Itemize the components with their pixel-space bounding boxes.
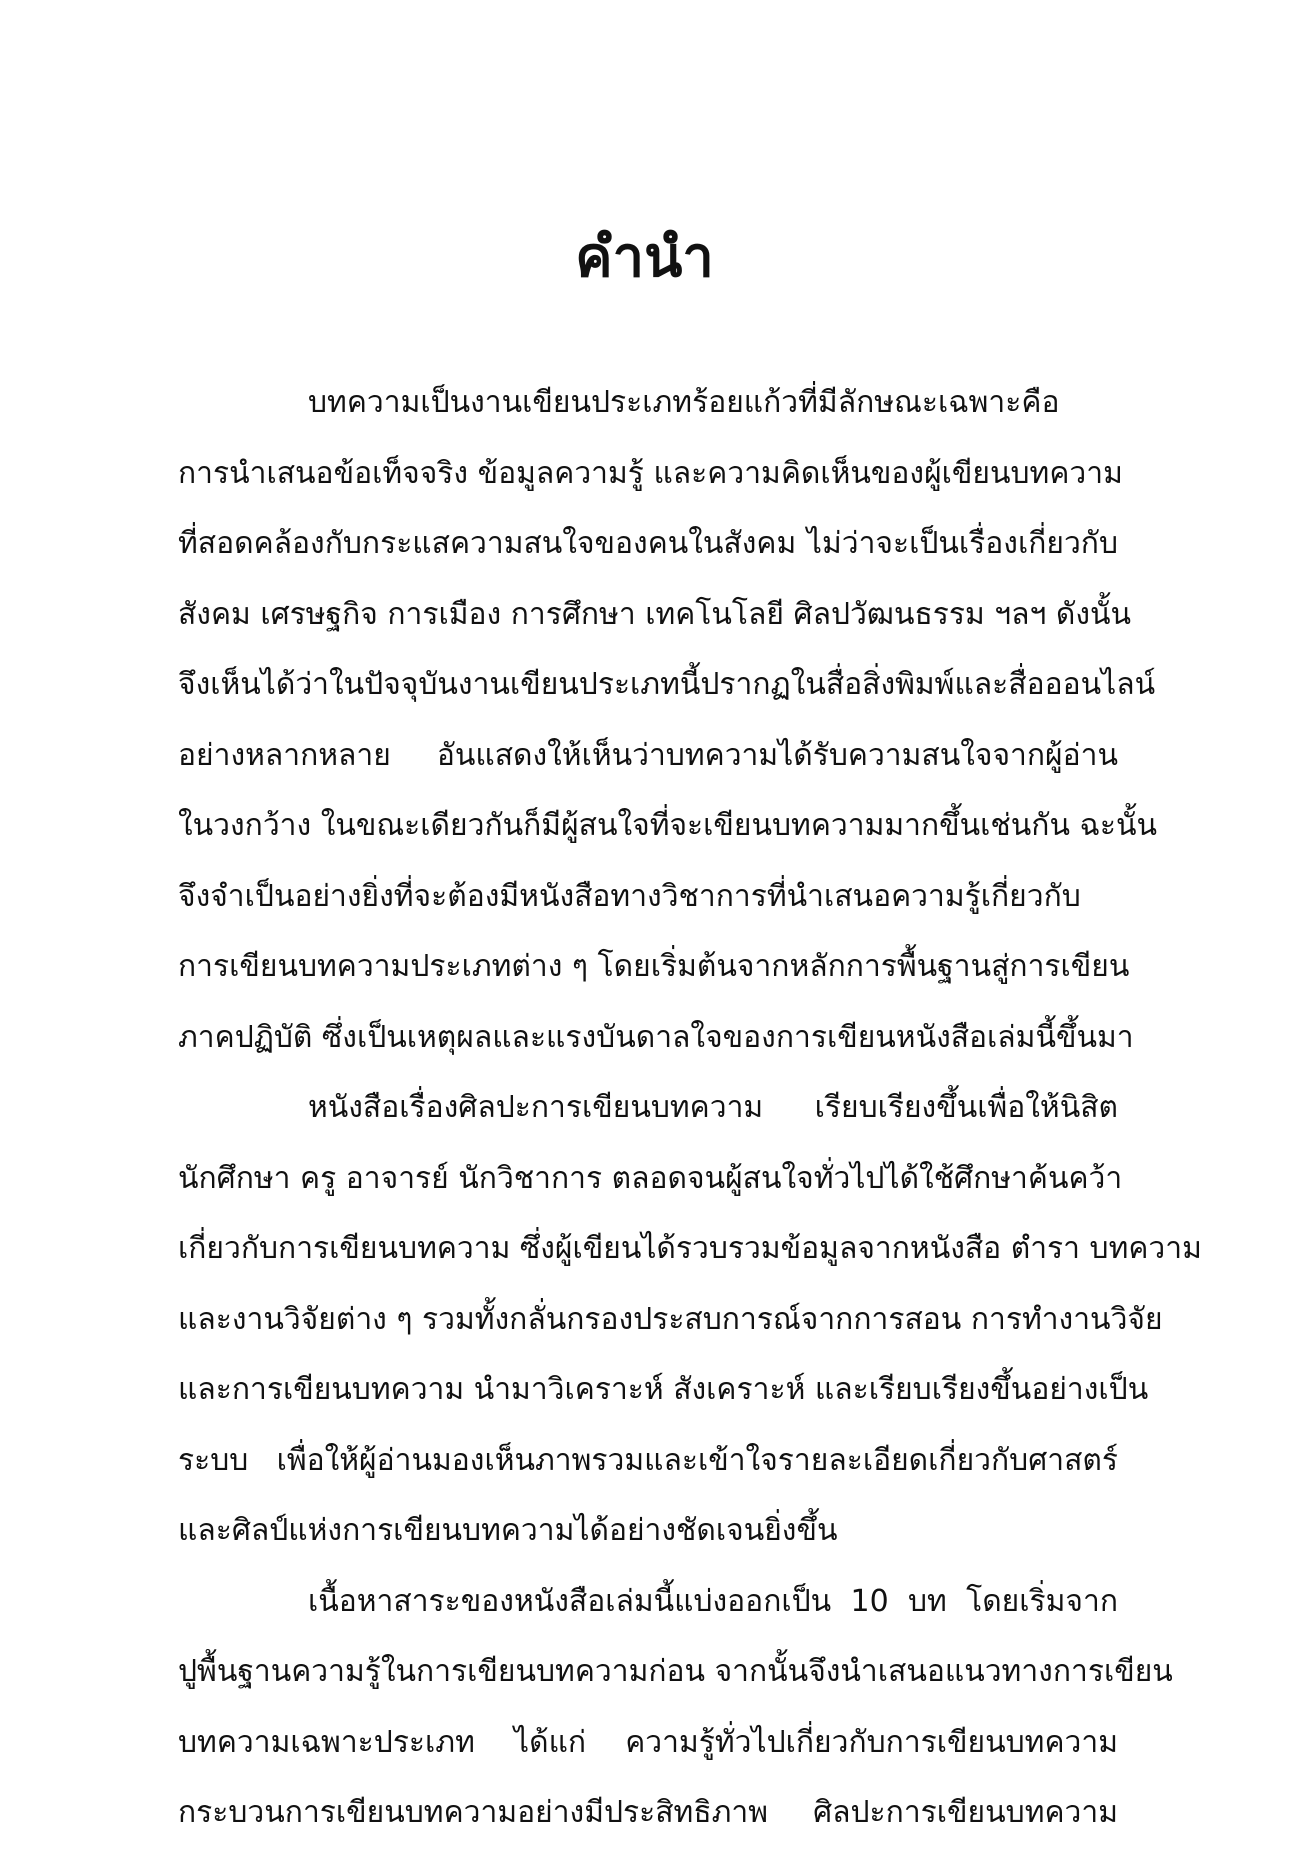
text-line: จึงเห็นได้ว่าในปัจจุบันงานเขียนประเภทนี้ปรากฏในสื่อสิ่งพิมพ์และสื่อออนไลน์ bbox=[178, 667, 1156, 702]
text-line: หนังสือเรื่องศิลปะการเขียนบทความ เรียบเรียงขึ้นเพื่อให้นิสิต bbox=[308, 1090, 1118, 1125]
text-line: กระบวนการเขียนบทความอย่างมีประสิทธิภาพ ศิลปะการเขียนบทความ bbox=[178, 1795, 1118, 1830]
text-line: จึงจำเป็นอย่างยิ่งที่จะต้องมีหนังสือทางวิชาการที่นำเสนอความรู้เกี่ยวกับ bbox=[178, 878, 1081, 914]
text-line: เกี่ยวกับการเขียนบทความ ซึ่งผู้เขียนได้รวบรวมข้อมูลจากหนังสือ ตำรา บทความ bbox=[178, 1231, 1202, 1266]
text-line: และงานวิจัยต่าง ๆ รวมทั้งกลั่นกรองประสบการณ์จากการสอน การทำงานวิจัย bbox=[178, 1301, 1163, 1337]
text-line: อย่างหลากหลาย อันแสดงให้เห็นว่าบทความได้รับความสนใจจากผู้อ่าน bbox=[178, 737, 1118, 773]
text-line: ระบบ เพื่อให้ผู้อ่านมองเห็นภาพรวมและเข้าใจรายละเอียดเกี่ยวกับศาสตร์ bbox=[178, 1442, 1118, 1478]
text-line: ภาคปฏิบัติ ซึ่งเป็นเหตุผลและแรงบันดาลใจของการเขียนหนังสือเล่มนี้ขึ้นมา bbox=[178, 1019, 1134, 1055]
text-line: และการเขียนบทความ นำมาวิเคราะห์ สังเคราะห์ และเรียบเรียงขึ้นอย่างเป็น bbox=[178, 1372, 1149, 1407]
text-line: ในวงกว้าง ในขณะเดียวกันก็มีผู้สนใจที่จะเขียนบทความมากขึ้นเช่นกัน ฉะนั้น bbox=[178, 808, 1158, 843]
body-text bbox=[178, 368, 1202, 1849]
text-line: ที่สอดคล้องกับกระแสความสนใจของคนในสังคม ไม่ว่าจะเป็นเรื่องเกี่ยวกับ bbox=[178, 526, 1118, 561]
text-line: เนื้อหาสาระของหนังสือเล่มนี้แบ่งออกเป็น 10 บท โดยเริ่มจาก bbox=[308, 1583, 1118, 1619]
page-title: คำนำ bbox=[575, 224, 714, 290]
text-line: การเขียนบทความประเภทต่าง ๆ โดยเริ่มต้นจากหลักการพื้นฐานสู่การเขียน bbox=[178, 949, 1130, 984]
text-line: นักศึกษา ครู อาจารย์ นักวิชาการ ตลอดจนผู้สนใจทั่วไปได้ใช้ศึกษาค้นคว้า bbox=[178, 1160, 1123, 1196]
paragraph-3 bbox=[178, 1567, 1173, 1849]
text-line: บทความเฉพาะประเภท ได้แก่ ความรู้ทั่วไปเกี่ยวกับการเขียนบทความ bbox=[178, 1724, 1118, 1760]
paragraph-1 bbox=[178, 368, 1158, 1073]
text-line: การนำเสนอข้อเท็จจริง ข้อมูลความรู้ และความคิดเห็นของผู้เขียนบทความ bbox=[178, 455, 1123, 491]
text-line: บทความเป็นงานเขียนประเภทร้อยแก้วที่มีลักษณะเฉพาะคือ bbox=[308, 385, 1060, 420]
paragraph-2 bbox=[178, 1073, 1202, 1567]
text-line: สังคม เศรษฐกิจ การเมือง การศึกษา เทคโนโลยี ศิลปวัฒนธรรม ฯลฯ ดังนั้น bbox=[178, 596, 1132, 632]
text-line: ปูพื้นฐานความรู้ในการเขียนบทความก่อน จากนั้นจึงนำเสนอแนวทางการเขียน bbox=[178, 1654, 1173, 1689]
text-line: และศิลป์แห่งการเขียนบทความได้อย่างชัดเจนยิ่งขึ้น bbox=[178, 1513, 838, 1548]
